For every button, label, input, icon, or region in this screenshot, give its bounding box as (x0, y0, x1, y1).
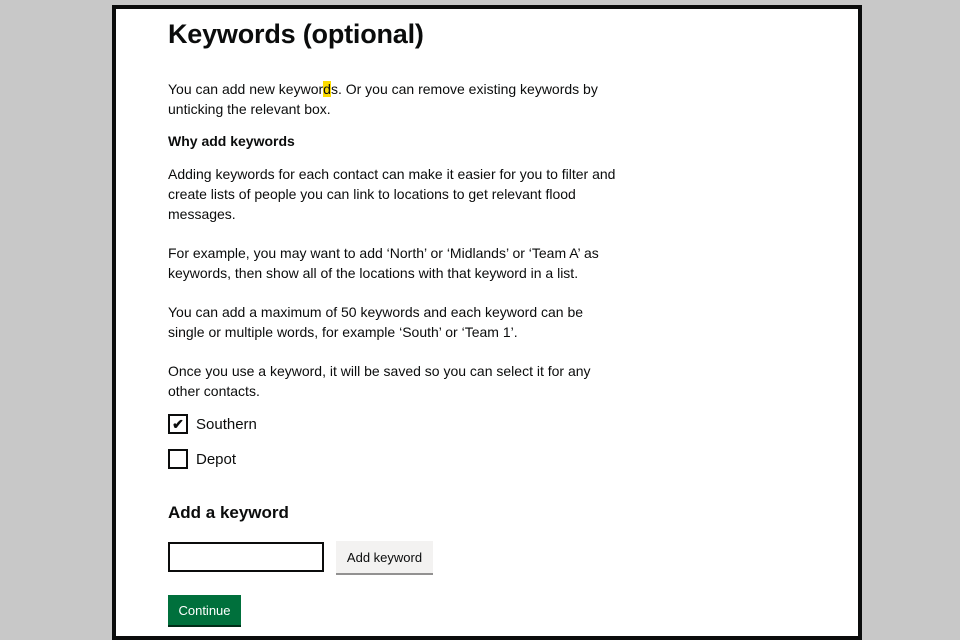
keyword-label: Southern (196, 415, 257, 433)
why-add-keywords-heading: Why add keywords (168, 133, 295, 149)
paragraph-example: For example, you may want to add ‘North’ or ‘Midlands’ or ‘Team A’ as keywords, then show all of the locations with that keyword in a list. (168, 245, 599, 281)
keyword-input[interactable] (168, 542, 324, 572)
intro-text-end: s. Or you can remove existing keywords by unticking the relevant box. (168, 81, 598, 117)
add-keyword-button[interactable]: Add keyword (336, 541, 433, 573)
paragraph-maximum: You can add a maximum of 50 keywords and each keyword can be single or multiple words, for example ‘South’ or ‘Team 1’. (168, 304, 584, 340)
keyword-checkbox-depot[interactable] (168, 449, 236, 469)
keyword-checkbox-southern[interactable] (168, 414, 257, 434)
page-frame (112, 5, 862, 640)
intro-text-start: You can add new keywor (168, 81, 324, 97)
paragraph-filter: Adding keywords for each contact can make it easier for you to filter and create lists of people you can link to locations to get relevant flood messages. (168, 166, 616, 222)
keyword-label: Depot (196, 450, 237, 468)
text-cursor-highlight: d (323, 81, 331, 97)
page-title: Keywords (optional) (168, 19, 424, 49)
add-keyword-heading: Add a keyword (168, 503, 289, 522)
paragraph-saved: Once you use a keyword, it will be saved so you can select it for any other contacts. (168, 363, 591, 399)
checkbox-checked-icon[interactable]: ✔ (168, 414, 188, 434)
continue-button[interactable]: Continue (168, 595, 241, 625)
checkbox-unchecked-icon[interactable] (168, 449, 188, 469)
intro-text (168, 79, 618, 119)
